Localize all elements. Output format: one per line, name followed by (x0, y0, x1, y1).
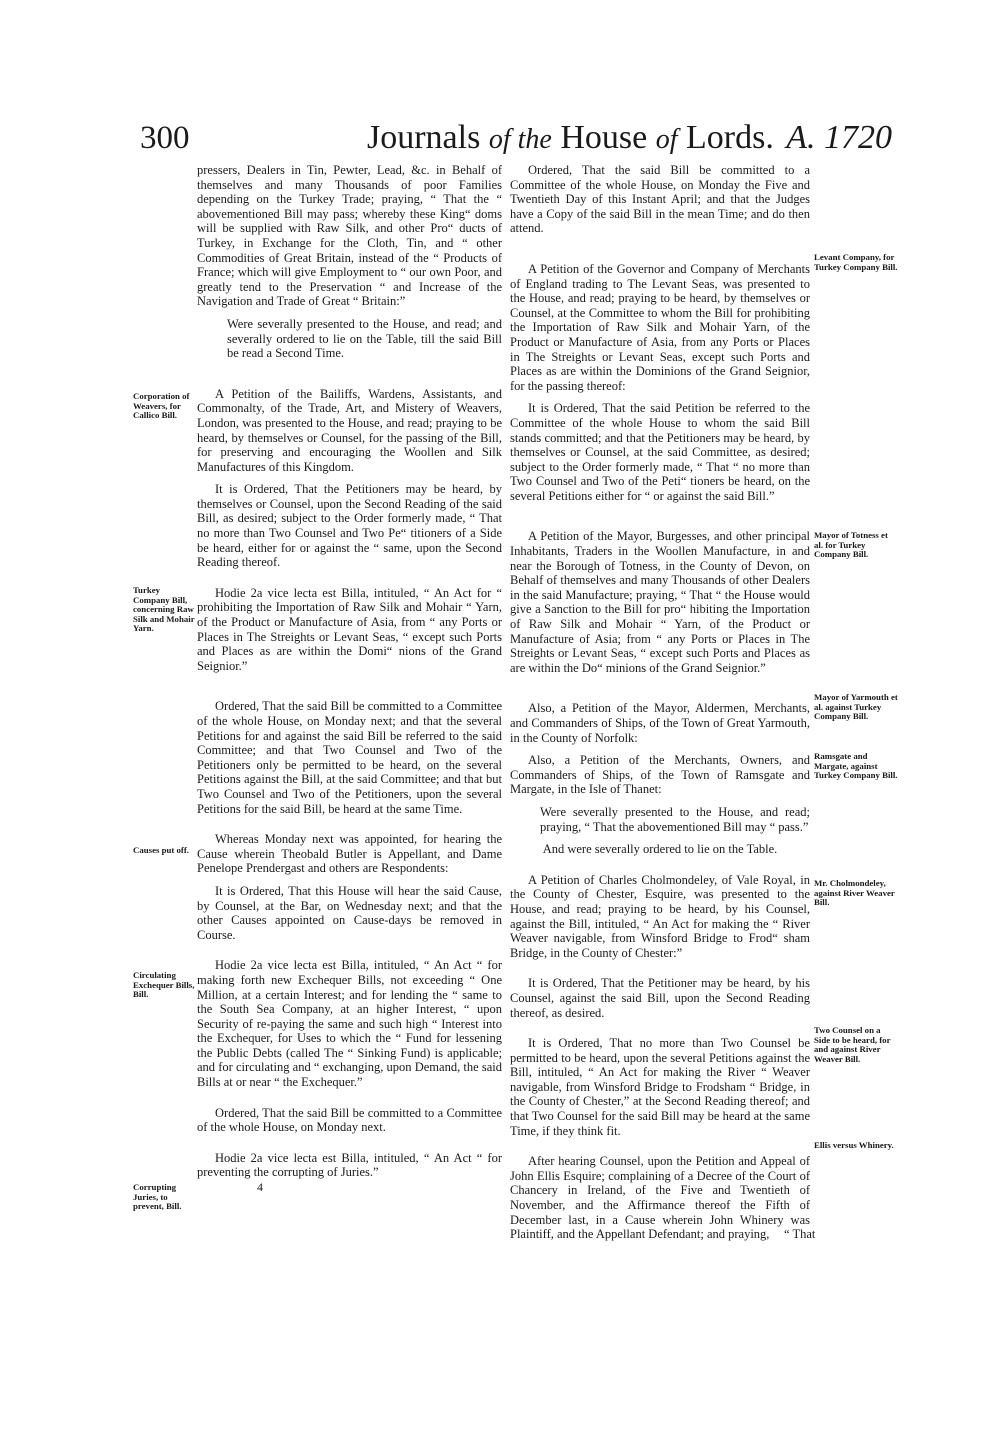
margin-note: Levant Company, for Turkey Company Bill. (814, 252, 898, 272)
right-column (510, 163, 810, 1242)
paragraph: Ordered, That the said Bill be committed to a Committee of the whole House, on Monday the Five and Twentieth Day of this Instant April; and that the Judges have a Copy of the said Bill in the mean Time; and do then attend. (510, 163, 810, 236)
margin-note: Circulating Exchequer Bills, Bill. (133, 970, 195, 1000)
paragraph: It is Ordered, That this House will hear the said Cause, by Counsel, at the Bar, on Wednesday next; and that the other Causes appointed on Cause-days be removed in Course. (197, 883, 502, 942)
paragraph: Also, a Petition of the Merchants, Owners, and Commanders of Ships, of the Town of Ramsgate and Margate, in the Isle of Thanet: (510, 753, 810, 797)
signature-mark: 4 (257, 1180, 263, 1195)
paragraph: A Petition of Charles Cholmondeley, of Vale Royal, in the County of Chester, Esquire, was presented to the House, and read; praying to be heard, by his Counsel, against the Bill, intituled, “ An Act for making the “ River Weaver navigable, from Winsford Bridge to Frod“ sham Bridge, in the County of Chester:” (510, 872, 810, 960)
year-label: A. 1720 (786, 119, 892, 156)
margin-note: Corrupting Juries, to prevent, Bill. (133, 1182, 182, 1212)
paragraph: A Petition of the Governor and Company of Merchants of England trading to The Levant Seas, was presented to the House, and read; praying to be heard, by themselves or Counsel, at the Committee to whom the Bill for prohibiting the Importation of Raw Silk and Mohair Yarn, of the Product or Manufacture of Asia, from any Ports or Places in The Streights or Levant Seas, except such Ports and Places as are within the Dominions of the Grand Seignior, for the passing thereof: (510, 261, 810, 393)
page-header (140, 118, 892, 162)
paragraph: A Petition of the Bailiffs, Wardens, Assistants, and Commonalty, of the Trade, Art, and Mistery of Weavers, London, was presented to the House, and read; praying to be heard, by themselves or Counsel, for the passing of the Bill, for preserving and encouraging the Woollen and Silk Manufactures of this Kingdom. (197, 386, 502, 474)
margin-note: Mayor of Yarmouth et al. against Turkey Company Bill. (814, 692, 898, 722)
paragraph: Hodie 2a vice lecta est Billa, intituled, “ An Act “ for preventing the corrupting of Juries.” (197, 1150, 502, 1180)
margin-note: Two Counsel on a Side to be heard, for and against River Weaver Bill. (814, 1025, 891, 1064)
margin-note: Ellis versus Whinery. (814, 1140, 894, 1150)
paragraph: Also, a Petition of the Mayor, Aldermen, Merchants, and Commanders of Ships, of the Town of Great Yarmouth, in the County of Norfolk: (510, 701, 810, 745)
paragraph: Hodie 2a vice lecta est Billa, intituled, “ An Act for “ prohibiting the Importation of Raw Silk and Mohair “ Yarn, of the Product or Manufacture of Asia, from “ any Ports or Places in The Streights or Levant Seas, “ except such Ports and Places as are within the Domi“ nions of the Grand Seignior.” (197, 585, 502, 673)
margin-note: Mayor of Totness et al. for Turkey Company Bill. (814, 530, 888, 560)
paragraph: Ordered, That the said Bill be committed to a Committee of the whole House, on Monday next; and that the several Petitions for and against the said Bill be referred to the said Committee; and that Two Counsel and Two of the Petitioners only be permitted to be heard, on the several Petitions against the Bill, at the said Committee; and that but Two Counsel and Two of the Petitioners, upon the several Petitions for the said Bill, be heard at the same Time. (197, 699, 502, 816)
paragraph: pressers, Dealers in Tin, Pewter, Lead, &c. in Behalf of themselves and many Thousands of poor Families depending on the Turkey Trade; praying, “ That the “ abovementioned Bill may pass; whereby these King“ doms will be supplied with Raw Silk, and other Pro“ ducts of Turkey, in Exchange for the Cloth, Tin, and “ other Commodities of Great Britain, instead of the “ Products of France; which will give Employment to “ our own Poor, and greatly tend to the Preservation “ and Increase of the Navigation and Trade of Great “ Britain:” (197, 163, 502, 309)
left-column (197, 163, 502, 1195)
margin-note: Ramsgate and Margate, against Turkey Company Bill. (814, 751, 898, 781)
paragraph: And were severally ordered to lie on the Table. (542, 842, 778, 857)
paragraph: Were severally presented to the House, and read; praying, “ That the abovementioned Bill may “ pass.” (540, 804, 810, 834)
margin-note: Turkey Company Bill, concerning Raw Silk and Mohair Yarn. (133, 585, 195, 634)
paragraph: It is Ordered, That the said Petition be referred to the Committee of the whole House to whom the said Bill stands committed; and that the Petitioners may be heard, by themselves or Counsel, at the said Committee, as desired; subject to the Order formerly made, “ That “ no more than Two Counsel and Two of the Peti“ tioners be heard, on the several Petitions either for “ or against the said Bill.” (510, 401, 810, 503)
catchword: “ That (784, 1227, 816, 1241)
paragraph: Ordered, That the said Bill be committed to a Committee of the whole House, on Monday next. (197, 1105, 502, 1135)
paragraph: It is Ordered, That no more than Two Counsel be permitted to be heard, upon the several Petitions against the Bill, intituled, “ An Act for making the River “ Weaver navigable, from Winsford Bridge to Frodsham “ Bridge, in the County of Chester,” at the Second Reading thereof; and that Two Counsel for the said Bill may be heard at the same Time, if they think fit. (510, 1036, 810, 1138)
paragraph: Hodie 2a vice lecta est Billa, intituled, “ An Act “ for making forth new Exchequer Bills, not exceeding “ One Million, at a certain Interest; and for lending the “ same to the South Sea Company, at an higher Interest, “ upon Security of re-paying the same and such high “ Interest into the Exchequer, for Uses to which the “ Fund for lessening the Public Debts (called The “ Sinking Fund) is applicable; and for circulating and “ exchanging, upon Demand, the said Bills at or near “ the Exchequer.” (197, 958, 502, 1090)
paragraph: Whereas Monday next was appointed, for hearing the Cause wherein Theobald Butler is Appellant, and Dame Penelope Prendergast and others are Respondents: (197, 832, 502, 876)
margin-note: Mr. Cholmondeley, against River Weaver Bill. (814, 878, 895, 908)
paragraph: It is Ordered, That the Petitioners may be heard, by themselves or Counsel, upon the Second Reading of the said Bill, as desired; subject to the Order formerly made, “ That no more than Two Counsel and Two Pe“ titioners of a Side be heard, either for or against the “ same, upon the Second Reading thereof. (197, 482, 502, 570)
paragraph: It is Ordered, That the Petitioner may be heard, by his Counsel, against the said Bill, upon the Second Reading thereof, as desired. (510, 976, 810, 1020)
paragraph: After hearing Counsel, upon the Petition and Appeal of John Ellis Esquire; complaining of a Decree of the Court of Chancery in Ireland, of the Five and Twentieth of November, and the Affirmance thereof the Fifth of December last, in a Cause wherein John Whinery was Plaintiff, and the Appellant Defendant; and praying, (510, 1154, 810, 1242)
paragraph: Were severally presented to the House, and read; and severally ordered to lie on the Table, till the said Bill be read a Second Time. (227, 316, 502, 361)
margin-note: Corporation of Weavers, for Callico Bill. (133, 391, 190, 421)
page-number: 300 (140, 120, 190, 156)
journal-title: Journals of the House of Lords. (367, 119, 774, 156)
margin-note: Causes put off. (133, 845, 189, 855)
paragraph: A Petition of the Mayor, Burgesses, and other principal Inhabitants, Traders in the Woollen Manufacture, in and near the Borough of Totness, in the County of Devon, on Behalf of themselves and many Thousands of other Dealers in the said Manufacture; praying, “ That “ the House would give a Sanction to the Bill for pro“ hibiting the Importation of Raw Silk and Mohair “ Yarn, of the Product or Manufacture of Asia; from “ any Ports or Places in The Streights or Levant Seas, “ except such Ports and Places as are within the Do“ minions of the Grand Seignior.” (510, 529, 810, 675)
